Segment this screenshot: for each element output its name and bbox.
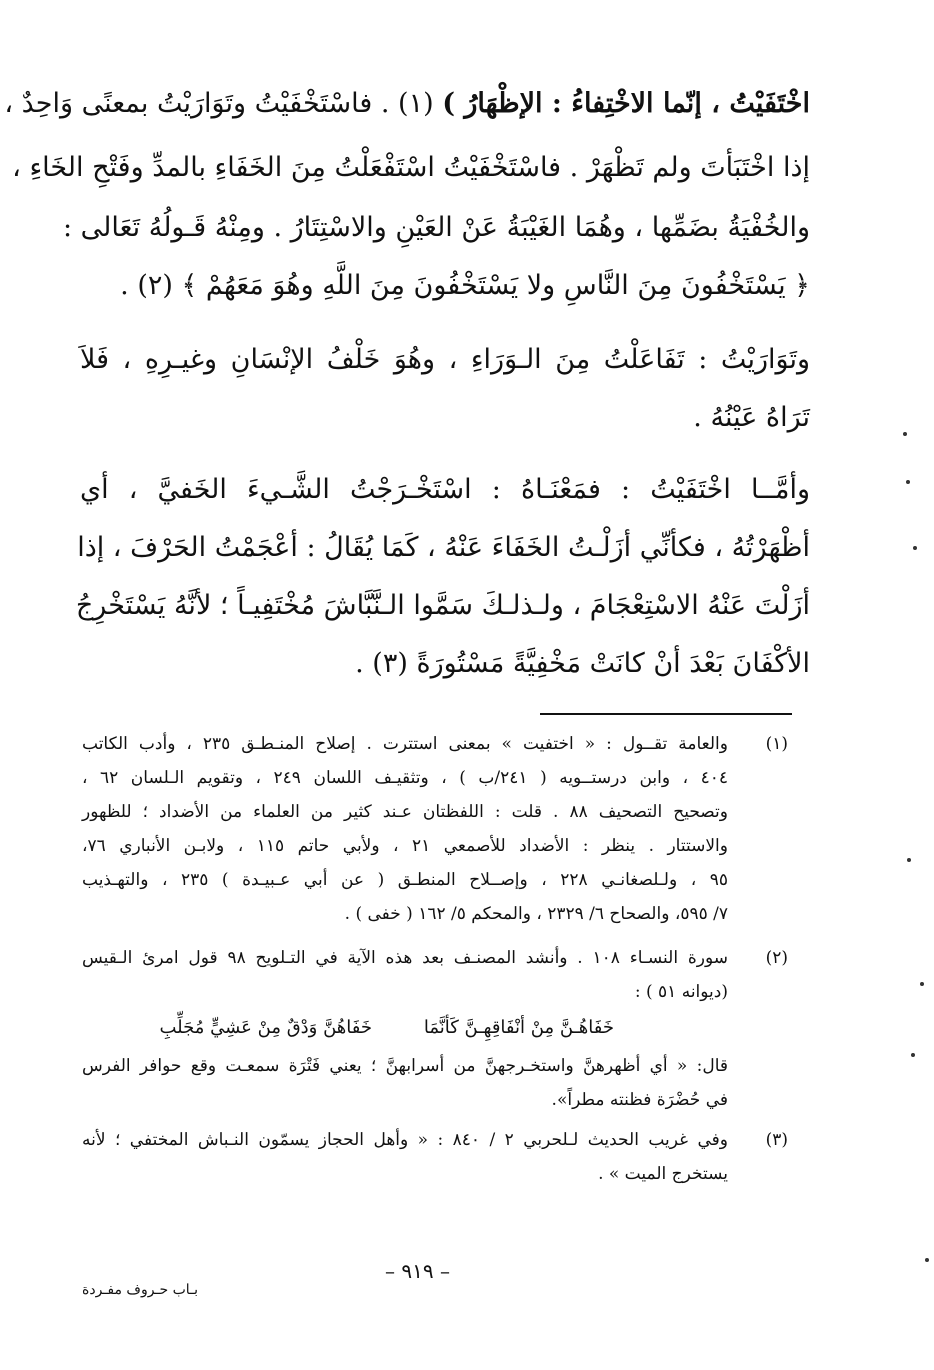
- scan-speck: [911, 1053, 915, 1057]
- footnote-3-number: [728, 1126, 788, 1154]
- footnote-2-after-line-1: قال: « أي أظهرهنَّ واستخـرجهنَّ من أسرابهنَّ ؛ يعني فَتْرَة سمعـت وقع حوافر الفرس: [82, 1056, 728, 1076]
- footnote-3-line-1: وفي غريب الحديث لـلحربي ٢ / ٨٤٠ : « وأهل الحجاز يسمّون النـباش المختفي ؛ لأنه: [82, 1130, 728, 1150]
- footnote-1-line-1: والعامة تقــول : « اختفيت » بمعنى استترت . إصلاح المنـطـق ٢٣٥ ، وأدب الكاتب: [82, 734, 728, 754]
- verse-first-hemistich: خَفَاهُـنَّ مِنْ أنْفَاقِهِـنَّ كَأنَّمَا: [423, 1017, 614, 1038]
- footnote-1-line-3: وتصحيح التصحيف ٨٨ . قلت : اللفظتان عـند كثير من العلماء من الأضداد ؛ للظهور: [82, 802, 728, 822]
- main-line-1: [4, 84, 810, 124]
- main-line-4-quran: ﴿ يَسْتَخْفُونَ مِنَ النَّاسِ ولا يَسْتَخْفُونَ مِنَ اللَّهِ وهُوَ مَعَهُمْ ﴾ (٢) .: [120, 270, 810, 301]
- main-line-9: أزَلْتَ عَنْهُ الاسْتِعْجَامَ ، ولـذلـكَ سَمَّوا الـنَّبَّاشَ مُخْتَفِيـاً ؛ لأنَّهُ يَسْتَخْرِجُ: [75, 590, 810, 621]
- scan-speck: [907, 858, 911, 862]
- main-line-8: أظْهَرْتُهُ ، فكأنِّي أزَلْـتُ الخَفَاءَ عَنْهُ ، كَمَا يُقَالُ : أعْجَمْتُ الحَرْفَ ، إذا: [77, 532, 810, 563]
- scan-speck: [913, 546, 917, 550]
- footnote-1-line-4: والاستتار . ينظر : الأضداد للأصمعي ٢١ ، ولأبي حاتم ١١٥ ، ولابـن الأنباري ٧٦،: [82, 836, 728, 856]
- scan-speck: [906, 480, 910, 484]
- footnote-3-line-2: يستخرج الميت » .: [598, 1164, 728, 1184]
- main-line-2: إذا اخْتَبَأتَ ولم تَظْهَرْ . فاسْتَخْفَيْتُ اسْتَفْعَلْتُ مِنَ الخَفَاءِ بالمدِّ وفَتْحِ الخَاءِ ،: [12, 152, 810, 183]
- footnote-1-line-6: ٧/ ٥٩٥، والصحاح ٦/ ٢٣٢٩ ، والمحكم ٥/ ١٦٢ ( خفى ) .: [344, 904, 728, 924]
- scan-speck: [925, 1258, 929, 1262]
- footnote-1-line-5: ٩٥ ، ولـلصغانـي ٢٢٨ ، وإصــلاح المنطـق ( عن أبي عـبيـدة ) ٢٣٥ ، والتهـذيب: [82, 870, 729, 890]
- verse-second-hemistich: خَفَاهُنَّ وَدْقٌ مِنْ عَشِيٍّ مُجَلِّبِ: [159, 1017, 372, 1038]
- footnote-1-number: [728, 730, 788, 758]
- main-line-10: الأكْفَانَ بَعْدَ أنْ كانَتْ مَخْفِيَّةً مَسْتُورَةً (٣) .: [355, 648, 810, 679]
- main-line-5: وتَوَارَيْتُ : تَفَاعَلْتُ مِنَ الـوَرَاءِ ، وهُوَ خَلْفُ الإنْسَانِ وغيـرِهِ ، فَلاَ: [80, 344, 810, 375]
- footnote-1-line-2: ٤٠٤ ، وابن درستــويه ( ٢٤١/ب ) ، وتثقيـف اللسان ٢٤٩ ، وتقويم الـلسان ٦٢ ،: [82, 768, 729, 788]
- main-line-1-rest: (١) . فاسْتَخْفَيْتُ وتَوَارَيْتُ بمعنًى وَاحِدٌ ،: [4, 88, 443, 119]
- main-line-7: وأمَّــا اخْتَفَيْتُ : فمَعْنَـاهُ : اسْتَخْـرَجْتُ الشَّـيءَ الخَفيَّ ، أي: [80, 474, 810, 505]
- footnote-2-line-2: (ديوانه ٥١ ) :: [634, 982, 728, 1002]
- running-footer: بـاب حـروف مفـردة: [82, 1282, 199, 1298]
- footnote-2-line-1: سورة النسـاء ١٠٨ . وأنشد المصنـف بعد هذه الآية في التـلويح ٩٨ قول امرئ الـقيس: [82, 948, 728, 968]
- main-line-6: تَرَاهُ عَيْنُهُ .: [693, 402, 810, 433]
- scan-speck: [920, 982, 924, 986]
- footnote-2-number: [728, 944, 788, 972]
- footnote-separator: [540, 713, 792, 715]
- main-line-3: والخُفْيَةُ بضَمِّها ، وهُمَا الغَيْبَةُ عَنْ العَيْنِ والاسْتِتَارُ . ومِنْهُ قَـولُهُ تَعَالى :: [62, 212, 810, 243]
- footnote-2-number-text: (٢): [765, 948, 788, 968]
- footnote-2-after-line-2: في حُضْرَة فظنته مطراً».: [551, 1090, 728, 1110]
- page-number: – ٩١٩ –: [385, 1259, 450, 1283]
- footnote-3-number-text: (٣): [765, 1130, 788, 1150]
- scan-speck: [903, 432, 907, 436]
- footnote-1-number-text: (١): [765, 734, 788, 754]
- main-line-1-bold-phrase: اخْتَفَيْتُ ، إنّما الاخْتِفاءُ : الإظْهَارُ ): [442, 88, 810, 119]
